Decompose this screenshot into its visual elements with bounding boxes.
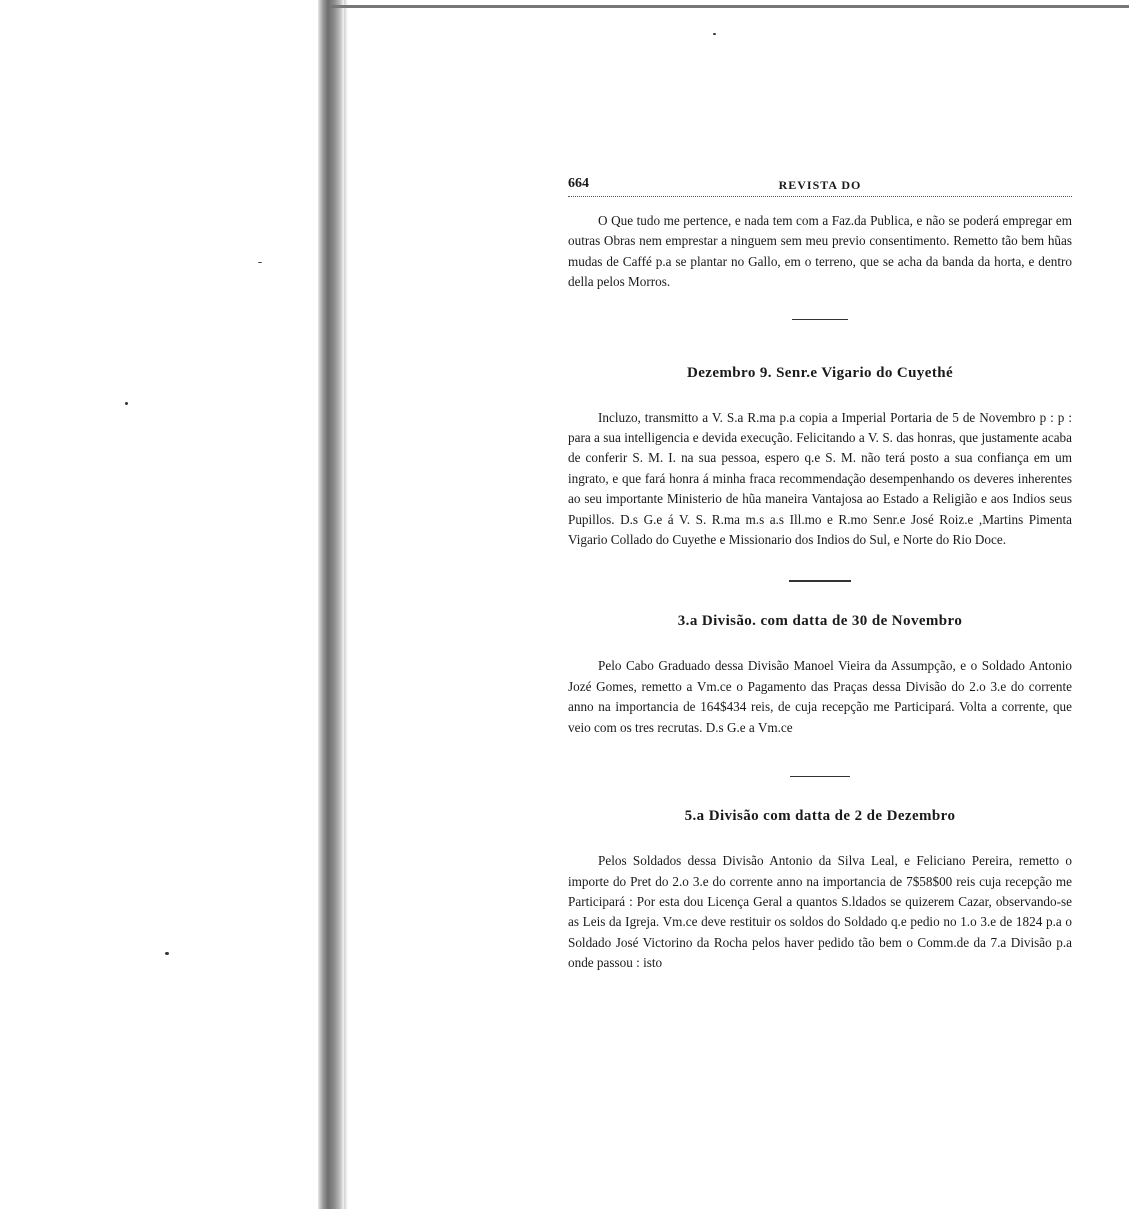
blank-facing-page xyxy=(0,0,318,1209)
scan-speck xyxy=(713,33,716,35)
section-body: Pelo Cabo Graduado dessa Divisão Manoel Vieira da Assumpção, e o Soldado Antonio Jozé Gomes, remetto a Vm.ce o Pagamento das Praças dessa Divisão do 2.o 3.e do corrente anno na importancia de 164$434 reis, de cuja recepção me Participará. Volta a corrente, que veio com os tres recrutas. D.s G.e a Vm.ce xyxy=(568,658,1072,735)
section-heading: Dezembro 9. Senr.e Vigario do Cuyethé xyxy=(686,364,954,381)
separator-rule xyxy=(792,319,848,320)
scan-speck xyxy=(125,402,128,405)
section-body: Incluzo, transmitto a V. S.a R.ma p.a copia a Imperial Portaria de 5 de Novembro p : p : para a sua intelligencia e devida execução. Felicitando a V. S. das honras, que justamente acaba de conferir S. M. I. na sua pessoa, espero q.e S. M. não terá posto a sua confiança em um ingrato, e que fará honra á minha fraca recommendação desempenhando os deveres inherentes ao seu importante Ministerio de hũa maneira Vantajosa ao Estado a Religião e aos Indios seus Pupillos. D.s G.e á V. S. R.ma m.s a.s Ill.mo e R.mo Senr.e José Roiz.e ,Martins Pimenta Vigario Collado do Cuyethe e Missionario dos Indios do Sul, e Norte do Rio Doce. xyxy=(568,409,1072,548)
page-top-edge xyxy=(330,5,1129,8)
section-body: Pelos Soldados dessa Divisão Antonio da Silva Leal, e Feliciano Pereira, remetto o importe do Pret do 2.o 3.e do corrente anno na importancia de 7$58$00 reis cuja recepção me Participará : Por esta dou Licença Geral a quantos S.ldados se quizerem Cazar, observando-se as Leis da Igreja. Vm.ce deve restituir os soldos do Soldado q.e pedio no 1.o 3.e de 1824 p.a o Soldado José Victorino da Rocha pelos haver pedido tão bem o Comm.de da 7.a Divisão p.a onde passou : isto xyxy=(568,853,1072,971)
spine-gutter xyxy=(344,0,348,1209)
right-page-text xyxy=(568,176,1072,974)
scan-speck xyxy=(165,952,169,955)
header-rule xyxy=(568,196,1072,197)
page-number: 664 xyxy=(568,176,589,191)
running-title: REVISTA DO xyxy=(778,178,862,192)
scan-speck xyxy=(258,262,262,263)
section-heading: 5.a Divisão com datta de 2 de Dezembro xyxy=(684,808,956,825)
book-spine xyxy=(318,0,344,1209)
separator-rule xyxy=(790,776,850,777)
running-head xyxy=(568,176,1072,194)
separator-rule xyxy=(789,580,851,582)
paragraph-continuation: O Que tudo me pertence, e nada tem com a Faz.da Publica, e não se poderá empregar em outras Obras nem emprestar a ninguem sem meu previo consentimento. Remetto tão bem hũas mudas de Caffé p.a se plantar no Gallo, em o terreno, que se acha da banda da horta, e dentro della pelos Morros. xyxy=(568,213,1072,290)
section-heading: 3.a Divisão. com datta de 30 de Novembro xyxy=(677,613,963,630)
